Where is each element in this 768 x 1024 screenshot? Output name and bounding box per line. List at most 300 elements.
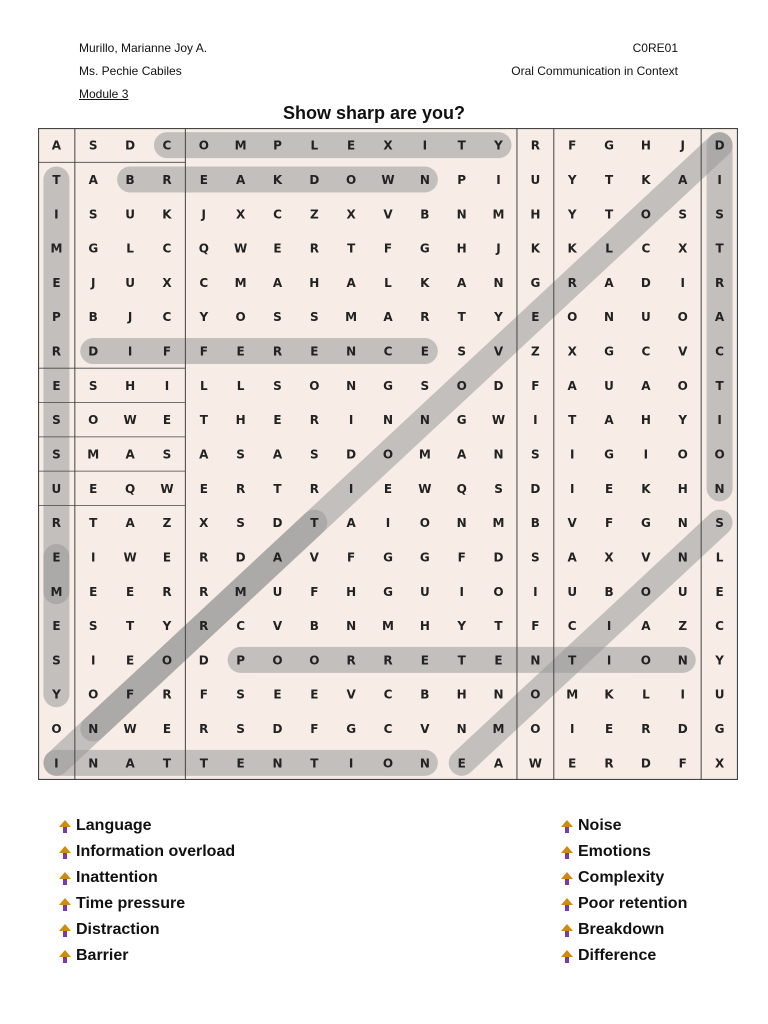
grid-letter: R	[641, 722, 651, 737]
grid-letter: H	[640, 138, 651, 153]
grid-letter: R	[162, 584, 172, 599]
grid-letter: Y	[199, 310, 209, 325]
word-list-item	[558, 813, 758, 839]
grid-letter: N	[677, 653, 688, 668]
grid-letter: N	[419, 172, 430, 187]
grid-letter: A	[235, 172, 246, 187]
grid-letter: N	[456, 722, 467, 737]
course-code: C0RE01	[632, 41, 678, 55]
bullet-icon	[558, 917, 578, 943]
grid-letter: O	[677, 378, 688, 393]
grid-letter: C	[567, 619, 577, 634]
grid-letter: R	[199, 550, 209, 565]
grid-letter: S	[531, 550, 540, 565]
grid-letter: U	[125, 275, 135, 290]
grid-letter: R	[604, 756, 614, 771]
grid-letter: N	[677, 516, 688, 531]
grid-letter: M	[50, 241, 63, 256]
grid-letter: N	[419, 413, 430, 428]
grid-letter: S	[88, 138, 98, 153]
grid-letter: A	[641, 378, 651, 393]
grid-letter: D	[714, 138, 725, 153]
grid-letter: S	[678, 207, 688, 222]
grid-letter: R	[51, 516, 62, 531]
grid-letter: V	[383, 207, 393, 222]
grid-letter: O	[530, 687, 541, 702]
grid-letter: C	[641, 344, 651, 359]
grid-letter: R	[236, 481, 246, 496]
grid-letter: E	[310, 687, 319, 702]
grid-letter: O	[419, 516, 430, 531]
grid-letter: T	[162, 756, 172, 771]
grid-letter: C	[162, 310, 172, 325]
grid-letter: N	[493, 687, 504, 702]
grid-letter: J	[201, 207, 207, 222]
grid-letter: G	[383, 584, 393, 599]
grid-letter: W	[418, 481, 432, 496]
grid-letter: E	[310, 344, 319, 359]
grid-letter: E	[604, 722, 614, 737]
grid-letter: O	[382, 447, 394, 462]
grid-letter: G	[530, 275, 541, 290]
grid-letter: T	[568, 413, 577, 428]
grid-letter: T	[199, 413, 208, 428]
grid-letter: U	[677, 584, 688, 599]
grid-letter: T	[604, 207, 614, 222]
grid-letter: S	[715, 207, 724, 222]
grid-letter: E	[52, 550, 61, 565]
grid-letter: I	[717, 172, 722, 187]
course-title: Oral Communication in Context	[511, 64, 678, 78]
grid-letter: H	[677, 481, 688, 496]
grid-letter: Z	[531, 344, 540, 359]
grid-letter: S	[309, 447, 319, 462]
grid-letter: A	[272, 550, 283, 565]
grid-letter: I	[164, 378, 170, 393]
grid-letter: K	[604, 687, 614, 702]
grid-letter: I	[569, 722, 575, 737]
grid-letter: C	[236, 619, 246, 634]
word-list-text: Poor retention	[578, 895, 688, 912]
grid-letter: W	[123, 722, 137, 737]
grid-letter: B	[420, 207, 430, 222]
puzzle-title: Show sharp are you?	[282, 103, 466, 123]
word-list-item	[56, 917, 276, 943]
grid-letter: S	[457, 344, 467, 359]
grid-letter: U	[714, 687, 725, 702]
grid-letter: M	[418, 447, 431, 462]
grid-letter: Y	[715, 653, 724, 668]
grid-letter: N	[530, 653, 541, 668]
student-name: Murillo, Marianne Joy A.	[79, 41, 208, 55]
grid-letter: R	[162, 687, 172, 702]
grid-letter: X	[604, 550, 614, 565]
word-list-text: Emotions	[578, 843, 651, 860]
grid-letter: D	[493, 378, 504, 393]
grid-letter: V	[567, 516, 577, 531]
bullet-icon	[558, 865, 578, 891]
grid-letter: H	[309, 275, 320, 290]
grid-letter: E	[89, 481, 98, 496]
grid-letter: O	[88, 413, 99, 428]
grid-letter: I	[533, 413, 538, 428]
grid-letter: L	[236, 378, 245, 393]
grid-letter: D	[493, 550, 504, 565]
word-list-text: Breakdown	[578, 921, 665, 938]
grid-letter: F	[678, 756, 687, 771]
grid-letter: W	[381, 172, 395, 187]
grid-letter: I	[348, 756, 354, 771]
word-list-text: Difference	[578, 947, 657, 964]
grid-letter: J	[496, 241, 501, 256]
grid-letter: T	[494, 619, 503, 634]
grid-letter: T	[126, 619, 135, 634]
grid-letter: O	[640, 207, 651, 222]
grid-letter: H	[456, 241, 467, 256]
word-list-item	[56, 813, 276, 839]
grid-letter: R	[199, 619, 209, 634]
grid-letter: Y	[494, 138, 503, 153]
grid-letter: W	[160, 481, 174, 496]
grid-letter: F	[457, 550, 466, 565]
grid-letter: Y	[567, 207, 577, 222]
grid-letter: N	[382, 413, 394, 428]
module-label: Module 3	[79, 87, 129, 101]
grid-letter: O	[235, 310, 246, 325]
grid-letter: D	[346, 447, 357, 462]
grid-letter: A	[604, 413, 614, 428]
grid-letter: I	[533, 584, 538, 599]
grid-letter: C	[162, 138, 172, 153]
grid-letter: L	[310, 138, 319, 153]
grid-letter: R	[272, 344, 283, 359]
grid-letter: E	[52, 378, 61, 393]
grid-letter: G	[346, 722, 357, 737]
grid-letter: V	[272, 619, 283, 634]
word-list-left	[56, 813, 276, 969]
grid-letter: S	[494, 481, 503, 496]
grid-letter: U	[51, 481, 62, 496]
grid-letter: K	[162, 207, 172, 222]
grid-letter: R	[199, 722, 209, 737]
grid-letter: K	[567, 241, 577, 256]
grid-letter: X	[346, 207, 356, 222]
grid-letter: D	[530, 481, 541, 496]
grid-letter: X	[162, 275, 172, 290]
grid-letter: S	[52, 447, 61, 462]
grid-letter: O	[161, 653, 173, 668]
grid-letter: A	[641, 619, 651, 634]
grid-letter: E	[52, 619, 61, 634]
word-list-right	[558, 813, 758, 969]
grid-letter: H	[346, 584, 357, 599]
grid-letter: E	[273, 241, 282, 256]
grid-letter: G	[419, 550, 430, 565]
grid-letter: O	[640, 653, 651, 668]
grid-letter: A	[714, 310, 725, 325]
grid-letter: O	[530, 722, 541, 737]
grid-letter: E	[604, 481, 614, 496]
grid-letter: E	[531, 310, 540, 325]
grid-letter: H	[235, 413, 246, 428]
grid-letter: L	[642, 687, 650, 702]
grid-letter: I	[569, 447, 575, 462]
grid-letter: V	[641, 550, 651, 565]
grid-letter: B	[309, 619, 319, 634]
grid-letter: F	[126, 687, 135, 702]
grid-letter: N	[456, 516, 467, 531]
grid-letter: L	[199, 378, 208, 393]
grid-letter: W	[234, 241, 248, 256]
grid-letter: E	[52, 275, 61, 290]
grid-letter: G	[604, 447, 614, 462]
grid-letter: I	[717, 413, 722, 428]
grid-letter: H	[125, 378, 136, 393]
grid-letter: E	[199, 172, 208, 187]
grid-letter: M	[492, 207, 505, 222]
grid-letter: T	[457, 310, 466, 325]
grid-letter: N	[493, 447, 504, 462]
grid-letter: X	[235, 207, 246, 222]
grid-letter: V	[346, 687, 356, 702]
grid-letter: P	[457, 172, 467, 187]
grid-letter: R	[383, 653, 393, 668]
grid-letter: R	[714, 275, 725, 290]
grid-letter: E	[89, 584, 98, 599]
grid-letter: O	[272, 653, 283, 668]
word-list-item	[56, 943, 276, 969]
grid-letter: U	[641, 310, 651, 325]
grid-letter: R	[51, 344, 62, 359]
grid-letter: I	[643, 447, 649, 462]
grid-letter: J	[680, 138, 685, 153]
grid-letter: P	[236, 653, 246, 668]
grid-letter: I	[422, 138, 428, 153]
grid-letter: Y	[457, 619, 467, 634]
grid-letter: S	[420, 378, 430, 393]
grid-letter: A	[493, 756, 504, 771]
bullet-icon	[558, 943, 578, 969]
grid-letter: R	[309, 481, 319, 496]
grid-letter: O	[567, 310, 578, 325]
grid-letter: T	[89, 516, 98, 531]
grid-letter: K	[420, 275, 430, 290]
grid-letter: M	[234, 584, 247, 599]
grid-letter: E	[273, 413, 282, 428]
grid-letter: A	[199, 447, 209, 462]
grid-letter: C	[273, 207, 282, 222]
grid-letter: I	[127, 344, 133, 359]
grid-letter: I	[91, 653, 96, 668]
grid-letter: Q	[125, 481, 136, 496]
grid-letter: E	[126, 653, 135, 668]
grid-letter: M	[50, 584, 63, 599]
grid-letter: E	[162, 413, 172, 428]
grid-letter: F	[531, 619, 540, 634]
grid-letter: W	[491, 413, 506, 428]
grid-letter: I	[54, 207, 59, 222]
grid-letter: U	[419, 584, 430, 599]
grid-letter: C	[383, 687, 393, 702]
grid-letter: X	[567, 344, 577, 359]
grid-letter: E	[273, 687, 282, 702]
grid-letter: D	[640, 275, 651, 290]
grid-letter: N	[272, 756, 283, 771]
word-list-text: Information overload	[76, 843, 236, 860]
grid-letter: Z	[309, 207, 319, 222]
grid-letter: E	[494, 653, 503, 668]
grid-letter: S	[88, 378, 98, 393]
grid-letter: U	[530, 172, 541, 187]
grid-letter: B	[604, 584, 614, 599]
grid-letter: A	[272, 275, 283, 290]
grid-letter: F	[310, 722, 319, 737]
grid-letter: I	[459, 584, 464, 599]
grid-letter: R	[346, 653, 356, 668]
grid-letter: D	[88, 344, 99, 359]
grid-letter: D	[640, 756, 651, 771]
grid-letter: T	[199, 756, 208, 771]
grid-letter: E	[383, 481, 393, 496]
grid-letter: R	[309, 241, 319, 256]
word-list-item	[558, 917, 758, 943]
grid-letter: T	[457, 138, 466, 153]
word-search-grid	[38, 128, 738, 780]
grid-letter: I	[348, 481, 354, 496]
grid-letter: S	[236, 447, 245, 462]
grid-letter: B	[88, 310, 98, 325]
word-list-text: Time pressure	[76, 895, 186, 912]
grid-letter: T	[52, 172, 61, 187]
grid-letter: W	[123, 550, 137, 565]
grid-letter: M	[492, 516, 505, 531]
grid-letter: F	[531, 378, 540, 393]
word-list-item	[56, 839, 276, 865]
word-list-text: Inattention	[76, 869, 158, 886]
grid-letter: F	[568, 138, 577, 153]
grid-letter: O	[309, 378, 320, 393]
word-list-text: Barrier	[76, 947, 129, 964]
grid-letter: T	[715, 241, 724, 256]
grid-letter: W	[528, 756, 542, 771]
grid-letter: O	[309, 653, 320, 668]
grid-letter: A	[125, 447, 135, 462]
grid-letter: S	[309, 310, 319, 325]
grid-letter: F	[199, 687, 208, 702]
grid-letter: S	[162, 447, 172, 462]
word-list-item	[56, 891, 276, 917]
grid-letter: H	[456, 687, 467, 702]
grid-letter: A	[567, 378, 577, 393]
grid-letter: K	[641, 172, 651, 187]
grid-letter: Y	[52, 687, 61, 702]
grid-letter: O	[456, 378, 467, 393]
grid-letter: U	[125, 207, 135, 222]
grid-letter: S	[88, 207, 98, 222]
grid-letter: M	[345, 310, 358, 325]
grid-letter: T	[310, 756, 319, 771]
grid-letter: C	[715, 344, 724, 359]
grid-letter: U	[272, 584, 283, 599]
grid-letter: F	[310, 584, 319, 599]
grid-letter: T	[715, 378, 724, 393]
grid-letter: I	[348, 413, 354, 428]
grid-letter: D	[272, 722, 283, 737]
word-list-text: Complexity	[578, 869, 665, 886]
grid-letter: S	[236, 722, 245, 737]
grid-letter: E	[199, 481, 208, 496]
grid-letter: T	[457, 653, 466, 668]
grid-letter: C	[383, 344, 393, 359]
word-list-item	[558, 943, 758, 969]
grid-letter: M	[382, 619, 394, 634]
grid-letter: S	[236, 516, 245, 531]
grid-letter: O	[88, 687, 99, 702]
grid-letter: S	[52, 413, 61, 428]
grid-letter: N	[677, 550, 688, 565]
grid-letter: M	[234, 275, 247, 290]
word-list-text: Language	[76, 817, 152, 834]
grid-letter: R	[567, 275, 577, 290]
grid-letter: S	[715, 516, 724, 531]
grid-letter: N	[88, 756, 99, 771]
bullet-icon	[56, 839, 76, 865]
grid-letter: A	[678, 172, 688, 187]
word-list-text: Noise	[578, 817, 622, 834]
grid-letter: A	[457, 447, 467, 462]
grid-letter: M	[87, 447, 100, 462]
grid-letter: J	[127, 310, 133, 325]
grid-letter: U	[567, 584, 578, 599]
grid-letter: F	[347, 550, 356, 565]
grid-letter: I	[606, 653, 612, 668]
grid-letter: H	[640, 413, 651, 428]
grid-letter: E	[162, 550, 172, 565]
grid-letter: R	[530, 138, 540, 153]
grid-letter: N	[456, 207, 467, 222]
grid-letter: G	[640, 516, 651, 531]
grid-letter: A	[604, 275, 614, 290]
grid-letter: E	[162, 722, 172, 737]
bullet-icon	[56, 813, 76, 839]
grid-letter: V	[309, 550, 319, 565]
grid-letter: P	[52, 310, 61, 325]
grid-letter: W	[123, 413, 137, 428]
grid-letter: U	[604, 378, 614, 393]
bullet-icon	[56, 865, 76, 891]
grid-letter: F	[199, 344, 208, 359]
grid-letter: P	[273, 138, 282, 153]
grid-letter: M	[234, 138, 247, 153]
grid-letter: C	[715, 619, 724, 634]
grid-letter: E	[568, 756, 577, 771]
grid-letter: S	[273, 378, 282, 393]
grid-letter: E	[715, 584, 724, 599]
grid-letter: X	[678, 241, 688, 256]
grid-letter: B	[125, 172, 135, 187]
word-list-item	[56, 865, 276, 891]
grid-letter: E	[126, 584, 135, 599]
grid-letter: G	[383, 550, 393, 565]
grid-letter: G	[419, 241, 430, 256]
grid-letter: O	[493, 584, 504, 599]
word-search-svg	[38, 128, 738, 780]
grid-letter: N	[346, 344, 357, 359]
grid-letter: N	[493, 275, 504, 290]
grid-letter: I	[569, 481, 575, 496]
grid-letter: L	[126, 241, 134, 256]
grid-letter: I	[606, 619, 612, 634]
